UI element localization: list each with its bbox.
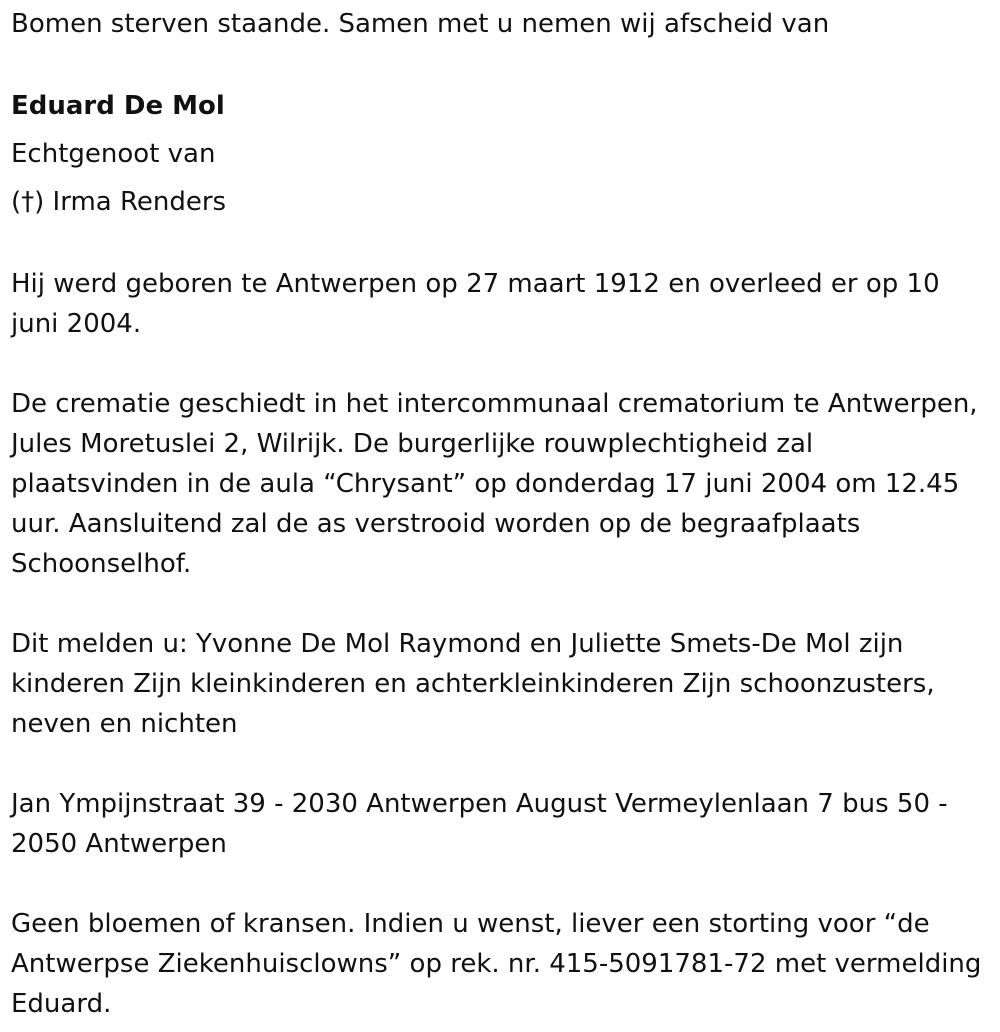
spacer — [11, 744, 986, 784]
death-notice — [11, 4, 986, 1024]
spacer — [11, 584, 986, 624]
spacer — [11, 344, 986, 384]
family-paragraph: Dit melden u: Yvonne De Mol Raymond en Juliette Smets-De Mol zijn kinderen Zijn kleinkinderen en achterkleinkinderen Zijn schoonzusters, neven en nichten — [11, 629, 935, 739]
spouse-name: (†) Irma Renders — [11, 187, 227, 217]
spacer — [11, 226, 986, 264]
ceremony-paragraph: De crematie geschiedt in het intercommunaal crematorium te Antwerpen, Jules Moretuslei 2, Wilrijk. De burgerlijke rouwplechtigheid zal plaatsvinden in de aula “Chrysant” op donderdag 17 juni 2004 om 12.45 uur. Aansluitend zal de as verstrooid worden op de begraafplaats Schoonselhof. — [11, 389, 978, 579]
spacer — [11, 864, 986, 904]
deceased-name: Eduard De Mol — [11, 91, 225, 121]
spacer — [11, 44, 986, 82]
addresses-paragraph: Jan Ympijnstraat 39 - 2030 Antwerpen August Vermeylenlaan 7 bus 50 - 2050 Antwerpen — [11, 789, 948, 859]
birth-death-paragraph: Hij werd geboren te Antwerpen op 27 maart 1912 en overleed er op 10 juni 2004. — [11, 269, 940, 339]
intro-text: Bomen sterven staande. Samen met u nemen wij afscheid van — [11, 9, 830, 39]
flowers-paragraph: Geen bloemen of kransen. Indien u wenst, liever een storting voor “de Antwerpse Ziekenhuisclowns” op rek. nr. 415-5091781-72 met vermelding Eduard. — [11, 909, 982, 1019]
relation-text: Echtgenoot van — [11, 139, 216, 169]
